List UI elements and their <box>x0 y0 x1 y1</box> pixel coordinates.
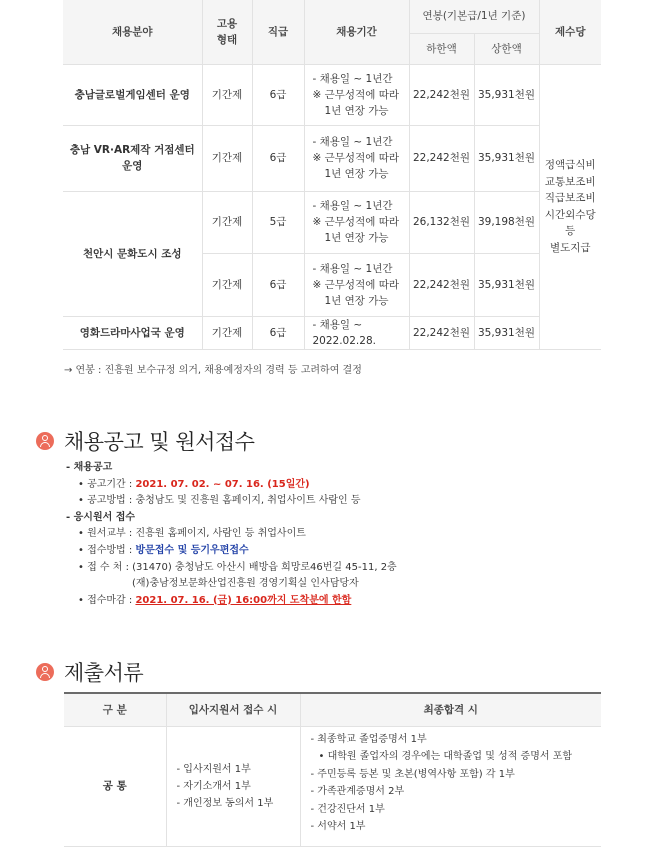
doc-line: - 건강진단서 1부 <box>310 803 385 815</box>
salary-table <box>63 0 601 350</box>
table-row <box>63 64 601 125</box>
allowance-line: 직급보조비 <box>544 192 596 204</box>
receipt-value: 방문접수 및 등기우편접수 <box>135 544 249 556</box>
info-item-deadline <box>66 593 397 610</box>
doc-line: - 자기소개서 1부 <box>176 780 251 792</box>
info-item-receipt <box>66 543 397 560</box>
period-value: 2021. 07. 02. ~ 07. 16. (15일간) <box>135 478 310 490</box>
info-label: • 접수마감 : <box>78 594 136 606</box>
salary-note: → 연봉 : 진흥원 보수규정 의거, 채용예정자의 경력 등 고려하여 결정 <box>64 365 362 376</box>
info-label: • 공고기간 : <box>78 478 136 490</box>
header-salary: 연봉(기본급/1년 기준) <box>409 0 539 33</box>
period-line: ※ 근무성적에 따라 <box>312 216 399 228</box>
row-type: 기간제 <box>202 253 252 316</box>
header-salary-max: 상한액 <box>474 33 539 64</box>
row-type: 기간제 <box>202 191 252 253</box>
allowance-line: 시간외수당 등 <box>544 208 596 237</box>
row-min: 22,242천원 <box>409 64 474 125</box>
period-line: ※ 근무성적에 따라 <box>312 152 399 164</box>
row-min: 22,242천원 <box>409 316 474 349</box>
header-allowance: 제수당 <box>539 0 601 64</box>
section-title: 채용공고 및 원서접수 <box>64 430 255 454</box>
row-period <box>304 253 409 316</box>
doc-line: - 개인정보 동의서 1부 <box>176 797 274 809</box>
period-line: 1년 연장 가능 <box>324 232 389 244</box>
header-grade: 직급 <box>252 0 304 64</box>
table-row <box>64 726 601 846</box>
row-field: 천안시 문화도시 조성 <box>63 191 202 316</box>
info-item-address: • 접 수 처 : (31470) 충청남도 아산시 배방읍 희망로46번길 45-11, 2층 <box>78 561 397 573</box>
doc-line: • 대학원 졸업자의 경우에는 대학졸업 및 성적 증명서 포함 <box>318 751 573 762</box>
row-period: - 채용일 ~ 2022.02.28. <box>304 316 409 349</box>
section-title: 제출서류 <box>64 661 144 685</box>
row-period <box>304 191 409 253</box>
table-row <box>63 316 601 349</box>
header-category: 구 분 <box>64 693 166 726</box>
row-period <box>304 64 409 125</box>
doc-line: - 주민등록 등본 및 초본(병역사항 포함) 각 1부 <box>310 768 515 780</box>
period-line: ※ 근무성적에 따라 <box>312 278 399 291</box>
row-type: 기간제 <box>202 316 252 349</box>
info-item-method: • 공고방법 : 충청남도 및 진흥원 홈페이지, 취업사이트 사람인 등 <box>78 495 361 507</box>
final-docs <box>300 726 601 846</box>
table-row <box>63 125 601 191</box>
row-grade: 6급 <box>252 125 304 191</box>
row-max: 35,931천원 <box>474 253 539 316</box>
row-grade: 6급 <box>252 316 304 349</box>
allowance-line: 교통보조비 <box>544 175 596 188</box>
period-line: 1년 연장 가능 <box>324 104 389 117</box>
doc-line: - 입사지원서 1부 <box>176 763 251 775</box>
period-line: - 채용일 ~ 1년간 <box>312 72 393 85</box>
section-heading-recruitment <box>36 426 254 456</box>
deadline-value: 2021. 07. 16. (금) 16:00까지 도착분에 한함 <box>135 594 352 606</box>
doc-line: - 서약서 1부 <box>310 821 366 832</box>
row-max: 35,931천원 <box>474 316 539 349</box>
row-type: 기간제 <box>202 125 252 191</box>
period-line: 1년 연장 가능 <box>324 168 389 180</box>
row-field: 충남 VR·AR제작 거점센터 운영 <box>63 125 202 191</box>
person-icon <box>36 663 54 681</box>
row-field: 충남글로벌게임센터 운영 <box>63 64 202 125</box>
header-apply: 입사지원서 접수 시 <box>166 693 300 726</box>
row-max: 39,198천원 <box>474 191 539 253</box>
row-min: 22,242천원 <box>409 125 474 191</box>
row-grade: 6급 <box>252 253 304 316</box>
header-final: 최종합격 시 <box>300 693 601 726</box>
period-line: - 채용일 ~ 1년간 <box>312 200 393 212</box>
header-period: 채용기간 <box>304 0 409 64</box>
info-item-distribution: • 원서교부 : 진흥원 홈페이지, 사람인 등 취업사이트 <box>78 528 306 540</box>
apply-docs <box>166 726 300 846</box>
allowance-line: 정액급식비 <box>544 159 596 171</box>
allowance-line: 별도지급 <box>549 241 591 254</box>
section-heading-documents <box>36 657 143 687</box>
doc-line: - 가족관계증명서 2부 <box>310 786 405 797</box>
row-period <box>304 125 409 191</box>
group-heading: - 채용공고 <box>66 462 113 473</box>
row-max: 35,931천원 <box>474 64 539 125</box>
group-heading: - 응시원서 접수 <box>66 511 136 523</box>
info-label: • 접수방법 : <box>78 544 136 556</box>
table-row <box>63 191 601 253</box>
person-icon <box>36 432 54 450</box>
info-item-address-cont: (재)충남정보문화산업진흥원 경영기획실 인사담당자 <box>132 578 359 590</box>
recruitment-info <box>66 460 397 609</box>
period-line: - 채용일 ~ 1년간 <box>312 136 393 148</box>
info-item-period <box>66 477 397 494</box>
header-employment-type: 고용 형태 <box>202 0 252 64</box>
period-line: - 채용일 ~ 1년간 <box>312 262 393 275</box>
row-type: 기간제 <box>202 64 252 125</box>
row-grade: 6급 <box>252 64 304 125</box>
row-grade: 5급 <box>252 191 304 253</box>
row-category: 공 통 <box>64 726 166 846</box>
period-line: 1년 연장 가능 <box>324 294 389 307</box>
documents-table <box>64 692 601 847</box>
row-field: 영화드라마사업국 운영 <box>63 316 202 349</box>
period-line: ※ 근무성적에 따라 <box>312 88 399 101</box>
row-min: 22,242천원 <box>409 253 474 316</box>
header-salary-min: 하한액 <box>409 33 474 64</box>
doc-line: - 최종학교 졸업증명서 1부 <box>310 733 427 745</box>
allowance-cell <box>539 64 601 349</box>
row-max: 35,931천원 <box>474 125 539 191</box>
header-field: 채용분야 <box>63 0 202 64</box>
row-min: 26,132천원 <box>409 191 474 253</box>
